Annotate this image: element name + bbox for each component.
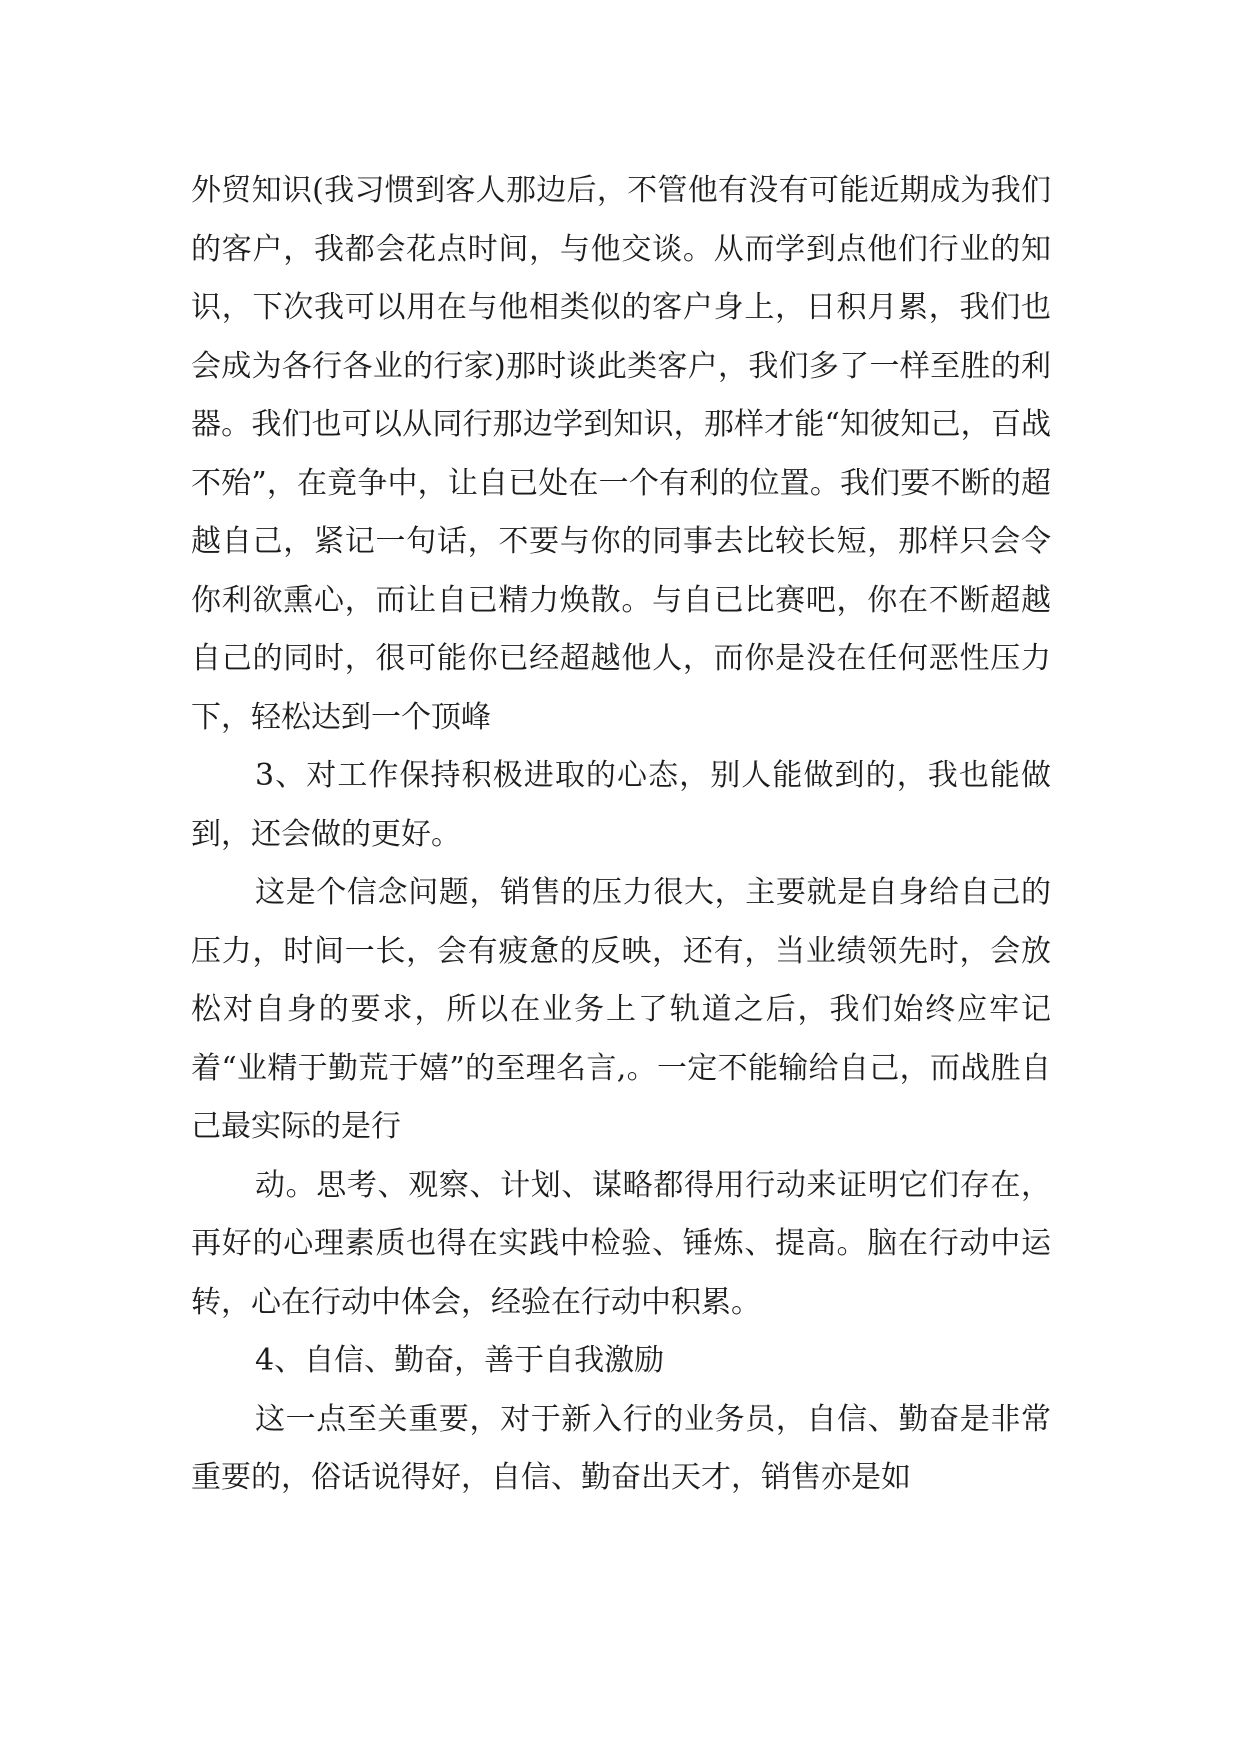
document-body [191, 162, 1051, 1508]
paragraph-6: 这一点至关重要，对于新入行的业务员，自信、勤奋是非常重要的，俗话说得好，自信、勤奋出天才，销售亦是如 [191, 1401, 1051, 1495]
paragraph-5: 4、自信、勤奋，善于自我激励 [255, 1343, 665, 1378]
paragraph-1: 外贸知识(我习惯到客人那边后，不管他有没有可能近期成为我们的客户，我都会花点时间，与他交谈。从而学到点他们行业的知识，下次我可以用在与他相类似的客户身上，日积月累，我们也会成为各行各业的行家)那时谈此类客户，我们多了一样至胜的利器。我们也可以从同行那边学到知识，那样才能“知彼知己，百战不殆”，在竟争中，让自已处在一个有利的位置。我们要不断的超越自己，紧记一句话，不要与你的同事去比较长短，那样只会令你利欲熏心，而让自已精力焕散。与自已比赛吧，你在不断超越自己的同时，很可能你已经超越他人，而你是没在任何恶性压力下，轻松达到一个顶峰 [191, 173, 1051, 735]
paragraph-3: 这是个信念问题，销售的压力很大，主要就是自身给自己的压力，时间一长，会有疲惫的反映，还有，当业绩领先时，会放松对自身的要求，所以在业务上了轨道之后，我们始终应牢记着“业精于勤荒于嬉”的至理名言,。一定不能输给自己，而战胜自己最实际的是行 [191, 875, 1051, 1144]
paragraph-4: 动。思考、观察、计划、谋略都得用行动来证明它们存在，再好的心理素质也得在实践中检验、锤炼、提高。脑在行动中运转，心在行动中体会，经验在行动中积累。 [191, 1167, 1051, 1320]
paragraph-2: 3、对工作保持积极进取的心态，别人能做到的，我也能做到，还会做的更好。 [191, 758, 1051, 852]
